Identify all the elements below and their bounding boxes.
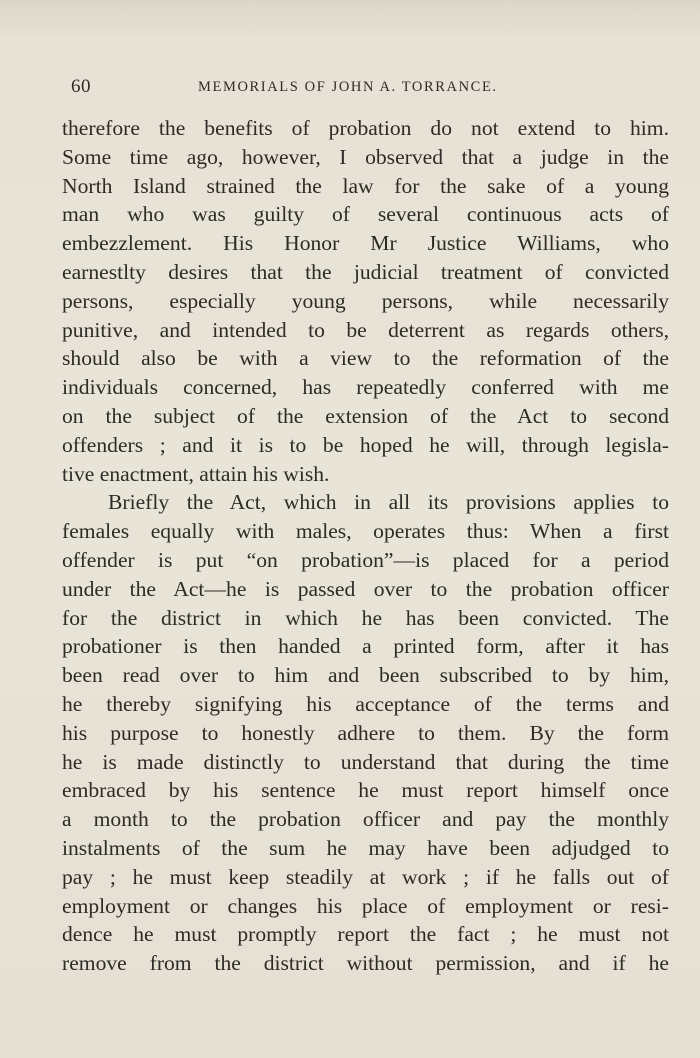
text-line: offenders ; and it is to be hoped he will, through legisla- [62,432,669,457]
text-line: his purpose to honestly adhere to them. By the form [62,720,669,745]
text-line: probationer is then handed a printed form, after it has [62,634,669,659]
paragraph-end-line: tive enactment, attain his wish. [62,461,330,486]
text-line: should also be with a view to the reformation of the [62,346,669,371]
page-header [66,76,672,100]
text-line: persons, especially young persons, while necessarily [62,288,669,313]
text-line: therefore the benefits of probation do not extend to him. [62,116,669,140]
running-head: MEMORIALS OF JOHN A. TORRANCE. [198,79,498,95]
text-line: he thereby signifying his acceptance of the terms and [62,691,669,716]
text-line: punitive, and intended to be deterrent as regards others, [62,317,669,342]
text-line: man who was guilty of several continuous acts of [62,202,669,227]
paragraph-start-line: Briefly the Act, which in all its provisions applies to [108,490,669,515]
text-line: North Island strained the law for the sake of a young [62,173,669,198]
text-line: females equally with males, operates thus: When a first [62,519,669,544]
text-line: instalments of the sum he may have been adjudged to [62,835,669,860]
text-line: Some time ago, however, I observed that a judge in the [62,144,669,169]
text-line: dence he must promptly report the fact ; he must not [62,922,669,947]
text-line: he is made distinctly to understand that during the time [62,749,669,774]
text-line: embezzlement. His Honor Mr Justice Williams, who [62,231,669,256]
text-line: pay ; he must keep steadily at work ; if he falls out of [62,864,669,889]
text-line: individuals concerned, has repeatedly conferred with me [62,375,669,400]
text-line: remove from the district without permission, and if he [62,951,669,976]
body-text [62,114,669,978]
text-line: offender is put “on probation”—is placed for a period [62,547,669,572]
text-line: employment or changes his place of employment or resi- [62,893,669,918]
text-line: been read over to him and been subscribed to by him, [62,663,669,688]
page-number: 60 [71,76,91,97]
text-line: a month to the probation officer and pay the monthly [62,807,669,832]
text-line: under the Act—he is passed over to the probation officer [62,576,669,601]
text-line: earnestlty desires that the judicial treatment of convicted [62,259,669,284]
text-line: on the subject of the extension of the Act to second [62,403,669,428]
text-line: for the district in which he has been convicted. The [62,605,669,630]
text-line: embraced by his sentence he must report himself once [62,778,669,803]
